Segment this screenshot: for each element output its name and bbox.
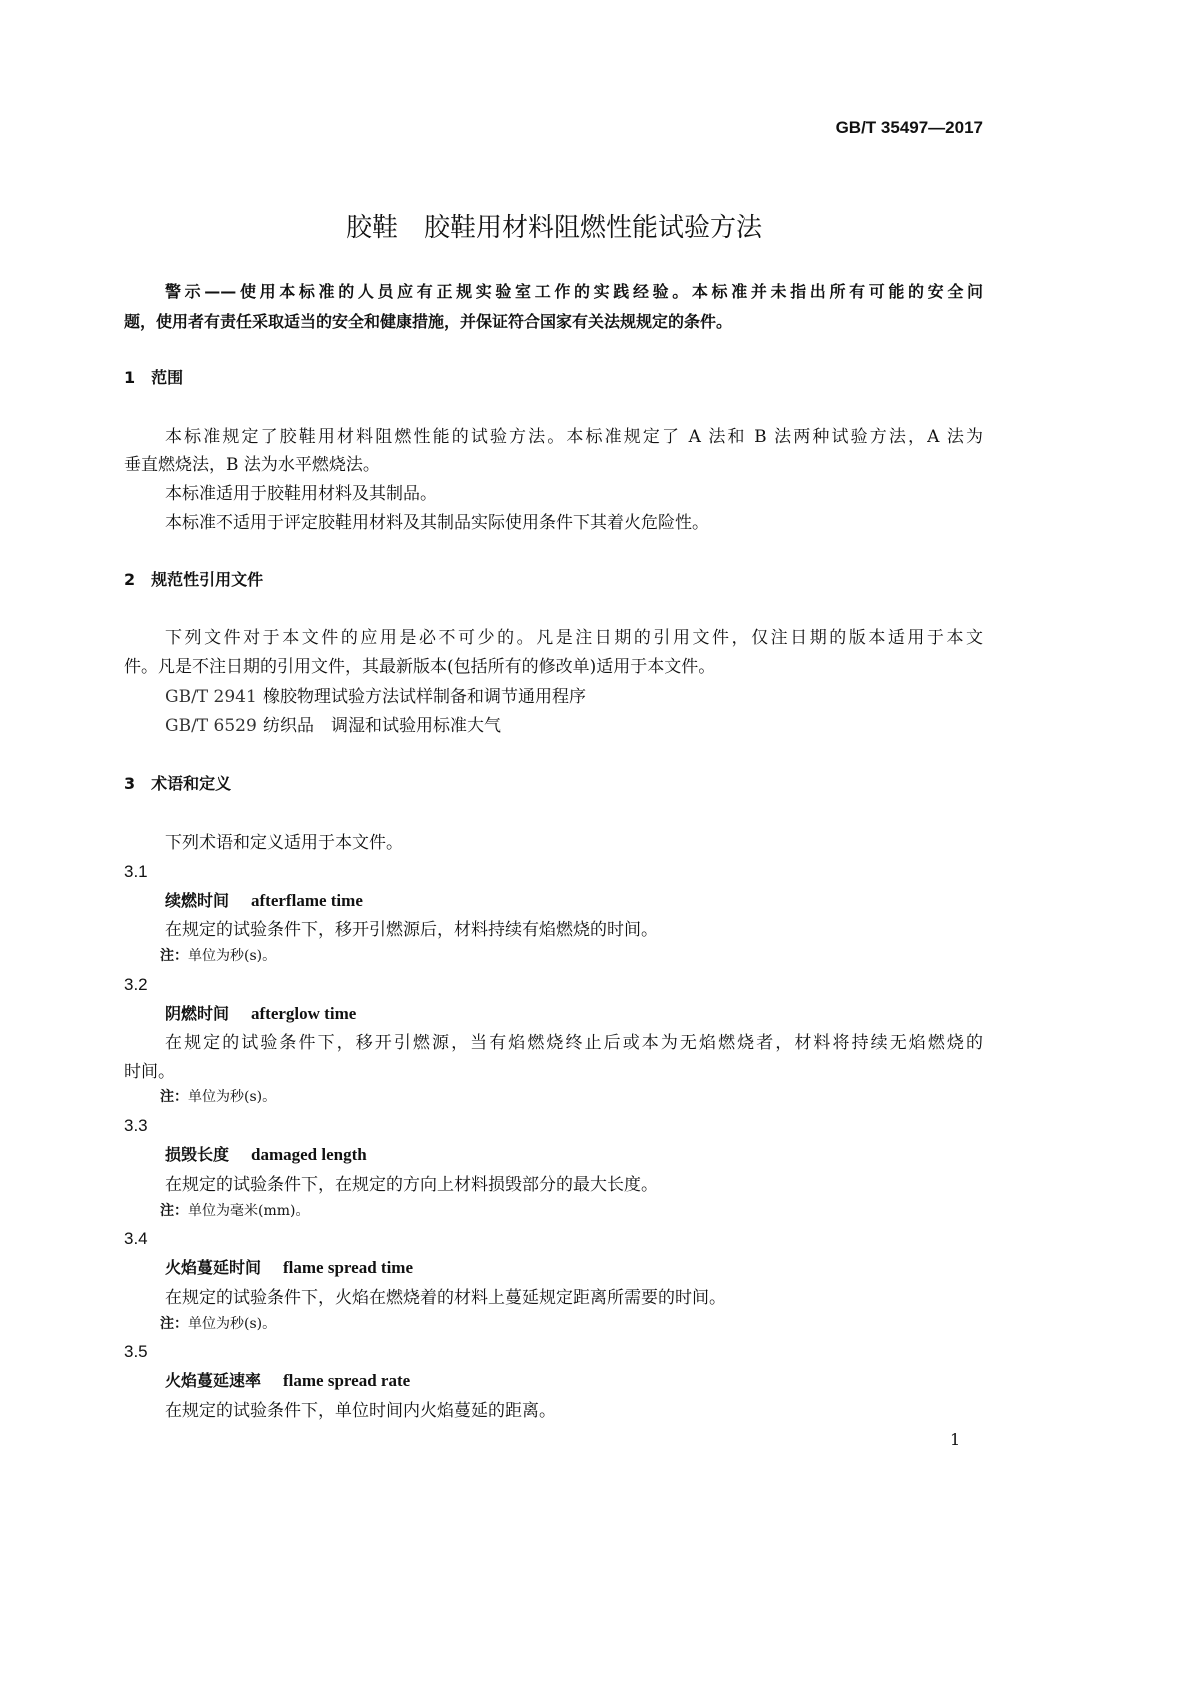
term-definition: 时间。: [124, 1062, 175, 1082]
paragraph: 下列文件对于本文件的应用是必不可少的。凡是注日期的引用文件，仅注日期的版本适用于本文: [165, 628, 983, 648]
note-label: 注：: [160, 948, 188, 964]
term-en: flame spread time: [283, 1258, 414, 1277]
reference-title: 橡胶物理试验方法试样制备和调节通用程序: [263, 687, 586, 707]
paragraph: 件。凡是不注日期的引用文件，其最新版本(包括所有的修改单)适用于本文件。: [124, 657, 716, 677]
term-note: [160, 1085, 276, 1109]
term-note: [160, 944, 276, 968]
paragraph: 垂直燃烧法，B 法为水平燃烧法。: [124, 455, 380, 475]
term-number: 3.4: [124, 1229, 148, 1248]
note-text: 单位为毫米(mm)。: [188, 1203, 310, 1219]
term-zh: 续燃时间: [165, 891, 230, 910]
note-text: 单位为秒(s)。: [188, 1089, 277, 1105]
paragraph: 本标准规定了胶鞋用材料阻燃性能的试验方法。本标准规定了 A 法和 B 法两种试验方法，A 法为: [165, 427, 983, 447]
note-label: 注：: [160, 1316, 188, 1332]
term-zh: 损毁长度: [165, 1145, 230, 1164]
term-definition: 在规定的试验条件下，移开引燃源，当有焰燃烧终止后或本为无焰燃烧者，材料将持续无焰燃烧的: [165, 1033, 983, 1053]
term-note: [160, 1199, 309, 1223]
warning-line: 警示——使用本标准的人员应有正规实验室工作的实践经验。本标准并未指出所有可能的安全问: [165, 282, 983, 301]
paragraph: 本标准不适用于评定胶鞋用材料及其制品实际使用条件下其着火危险性。: [165, 513, 709, 533]
warning-line: 题，使用者有责任采取适当的安全和健康措施，并保证符合国家有关法规规定的条件。: [124, 312, 733, 331]
term-definition: 在规定的试验条件下，移开引燃源后，材料持续有焰燃烧的时间。: [165, 920, 658, 940]
reference-code: GB/T 6529: [165, 716, 257, 736]
reference-code: GB/T 2941: [165, 687, 257, 707]
term-zh: 阴燃时间: [165, 1004, 230, 1023]
term-title: [165, 1002, 356, 1026]
term-definition: 在规定的试验条件下，在规定的方向上材料损毁部分的最大长度。: [165, 1175, 658, 1195]
reference-item: [165, 685, 586, 709]
page-title: 胶鞋 胶鞋用材料阻燃性能试验方法: [345, 213, 762, 243]
standard-number: GB/T 35497—2017: [835, 118, 983, 137]
term-en: damaged length: [251, 1145, 367, 1164]
section-heading: 2 规范性引用文件: [124, 570, 264, 589]
term-zh: 火焰蔓延时间: [165, 1258, 262, 1277]
reference-title: 纺织品 调湿和试验用标准大气: [263, 716, 501, 736]
term-title: [165, 1369, 410, 1393]
term-en: flame spread rate: [283, 1371, 411, 1390]
term-definition: 在规定的试验条件下，火焰在燃烧着的材料上蔓延规定距离所需要的时间。: [165, 1288, 726, 1308]
term-note: [160, 1312, 276, 1336]
paragraph: 本标准适用于胶鞋用材料及其制品。: [165, 484, 437, 504]
paragraph: 下列术语和定义适用于本文件。: [165, 833, 403, 853]
term-title: [165, 1143, 367, 1167]
term-number: 3.3: [124, 1116, 148, 1135]
term-zh: 火焰蔓延速率: [165, 1371, 262, 1390]
term-title: [165, 889, 363, 913]
note-label: 注：: [160, 1089, 188, 1105]
page-number: 1: [950, 1430, 961, 1449]
term-en: afterglow time: [251, 1004, 357, 1023]
section-heading: 3 术语和定义: [124, 774, 232, 793]
term-number: 3.5: [124, 1342, 148, 1361]
term-definition: 在规定的试验条件下，单位时间内火焰蔓延的距离。: [165, 1401, 556, 1421]
note-label: 注：: [160, 1203, 188, 1219]
term-number: 3.2: [124, 975, 148, 994]
section-heading: 1 范围: [124, 368, 184, 387]
reference-item: [165, 714, 501, 738]
note-text: 单位为秒(s)。: [188, 1316, 277, 1332]
note-text: 单位为秒(s)。: [188, 948, 277, 964]
term-en: afterflame time: [251, 891, 363, 910]
term-title: [165, 1256, 413, 1280]
term-number: 3.1: [124, 862, 148, 881]
